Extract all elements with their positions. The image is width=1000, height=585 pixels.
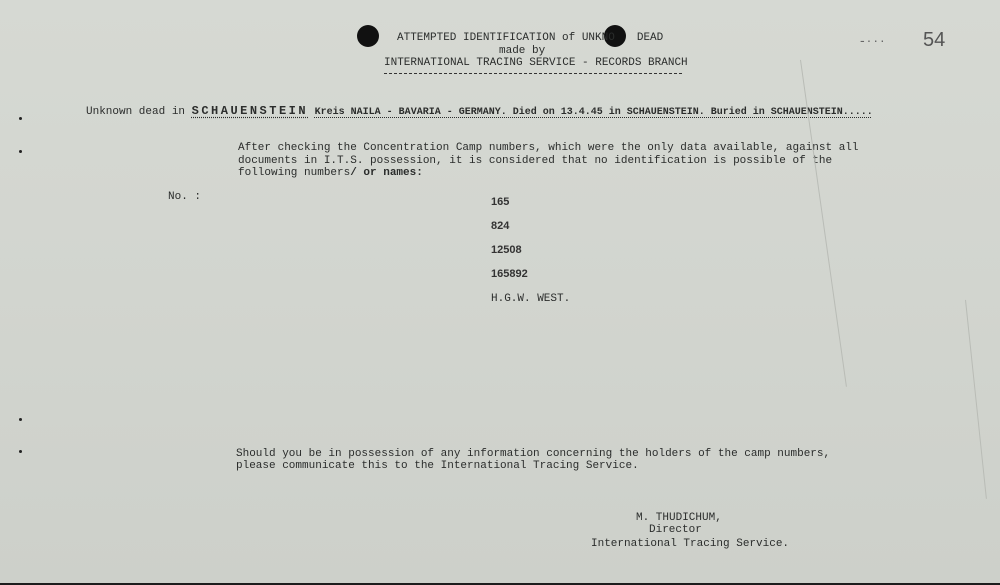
header-line-1 (397, 32, 663, 44)
header-title-part-b: DEAD (636, 32, 664, 44)
camp-number: 824 (491, 220, 510, 232)
unknown-dead-line (86, 104, 873, 118)
paragraph-line-3-text: following numbers (238, 167, 351, 179)
punch-hole-left (357, 25, 379, 47)
margin-mark (19, 150, 22, 153)
paper-crease (965, 300, 987, 499)
paragraph-line-3-suffix: / or names: (350, 167, 423, 179)
header-divider (384, 73, 682, 74)
page-number: 54 (923, 29, 946, 51)
closing-line-1: Should you be in possession of any information concerning the holders of the camp numbers, (236, 448, 831, 460)
paragraph-line-2: documents in I.T.S. possession, it is considered that no identification is possible of the (238, 155, 833, 167)
extra-name: H.G.W. WEST. (491, 293, 571, 305)
signature-org: International Tracing Service. (591, 538, 790, 550)
numbers-label: No. : (168, 191, 202, 203)
margin-mark (19, 450, 22, 453)
place-name: SCHAUENSTEIN (191, 104, 309, 118)
closing-line-2: please communicate this to the International Tracing Service. (236, 460, 639, 472)
camp-number: 165 (491, 196, 510, 208)
signature-title: Director (649, 524, 702, 536)
camp-number: 12508 (491, 244, 522, 256)
signature-name: M. THUDICHUM, (636, 512, 722, 524)
top-marks: -··· (860, 32, 887, 48)
margin-mark (19, 418, 22, 421)
header-title-part-a: ATTEMPTED IDENTIFICATION of UNKNO (397, 32, 615, 44)
place-details: Kreis NAILA - BAVARIA - GERMANY. Died on 13.4.45 in SCHAUENSTEIN. Buried in SCHAUENSTEIN..... (314, 107, 873, 118)
paragraph-line-3 (238, 167, 423, 179)
header-line-3: INTERNATIONAL TRACING SERVICE - RECORDS BRANCH (384, 57, 688, 69)
unknown-dead-label: Unknown dead in (86, 106, 186, 118)
paragraph-line-1: After checking the Concentration Camp numbers, which were the only data available, against all (238, 142, 859, 154)
header-line-2: made by (499, 45, 546, 57)
camp-number: 165892 (491, 268, 528, 280)
margin-mark (19, 117, 22, 120)
